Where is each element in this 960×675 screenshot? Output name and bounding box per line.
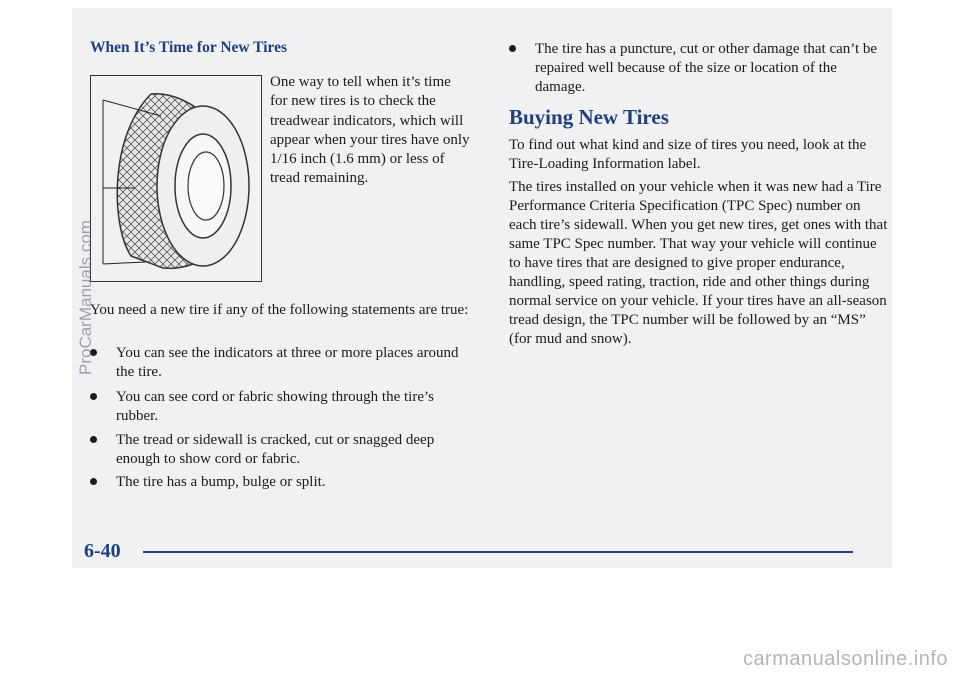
bullet-icon	[90, 478, 97, 485]
bullet-item	[90, 431, 472, 469]
tire-drawing-icon	[91, 76, 260, 280]
section-heading-new-tires: When It’s Time for New Tires	[90, 39, 288, 56]
bullet-icon	[509, 45, 516, 52]
bullet-item	[90, 344, 472, 382]
section-heading-buying-tires: Buying New Tires	[509, 105, 669, 129]
side-watermark: ProCarManuals.com	[76, 220, 95, 375]
bullet-text: You can see the indicators at three or more places around the tire.	[116, 345, 459, 380]
bullet-icon	[90, 393, 97, 400]
bullet-icon	[90, 436, 97, 443]
page-number: 6-40	[84, 540, 121, 562]
bullet-text: You can see cord or fabric showing through the tire’s rubber.	[116, 389, 434, 424]
manual-page	[72, 8, 892, 568]
tire-size-paragraph: To find out what kind and size of tires you need, look at the Tire-Loading Information label.	[509, 137, 867, 172]
bullet-item	[509, 40, 889, 97]
bullet-text: The tire has a puncture, cut or other damage that can’t be repaired well because of the size or location of the damage.	[535, 41, 878, 95]
tire-illustration	[90, 75, 262, 282]
footer-watermark: carmanualsonline.info	[742, 648, 948, 670]
bullet-text: The tread or sidewall is cracked, cut or snagged deep enough to show cord or fabric.	[116, 432, 435, 467]
footer-rule	[143, 551, 853, 553]
bullet-item	[90, 473, 472, 492]
bullet-text: The tire has a bump, bulge or split.	[116, 474, 326, 490]
tpc-spec-paragraph: The tires installed on your vehicle when it was new had a Tire Performance Criteria Specification (TPC Spec) number on each tire’s sidewall. When you get new tires, get ones with that same TPC Spec number. That way your vehicle will continue to have tires that are designed to give proper endurance, handling, speed rating, traction, ride and other things during normal service on your vehicle. If your tires have an all-season tread design, the TPC number will be followed by an “MS” (for mud and snow).	[509, 179, 888, 347]
treadwear-intro-text: One way to tell when it’s time for new tires is to check the treadwear indicators, which will appear when your tires have only 1/16 inch (1.6 mm) or less of tread remaining.	[270, 74, 470, 187]
bullet-item	[90, 388, 472, 426]
lead-paragraph: You need a new tire if any of the following statements are true:	[90, 302, 469, 318]
